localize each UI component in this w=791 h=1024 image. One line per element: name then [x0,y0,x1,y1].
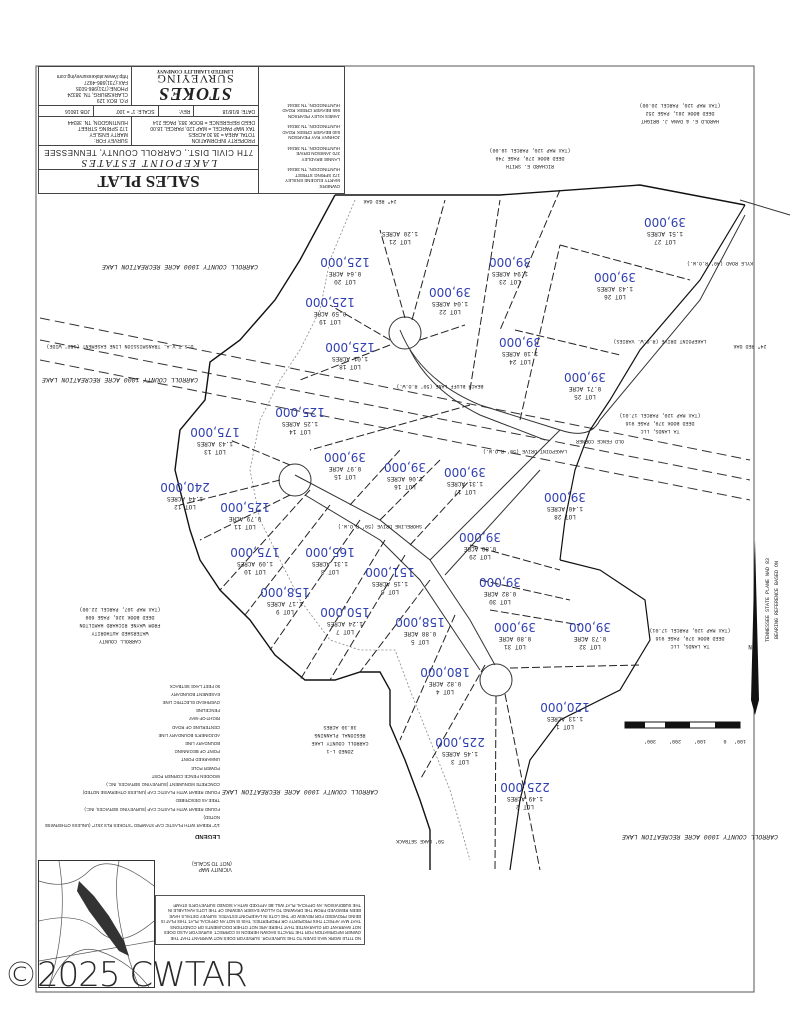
lot-acreage: 0.80 ACRE [498,635,532,642]
owner-entry [263,124,340,141]
road-label-shoreline: SHORELINE DRIVE (50' R.O.W.) [337,523,423,529]
lot-price: 125,000 [305,295,355,309]
cul-de-sac [389,317,421,349]
owner-line: HUNTINGDON, TN 38344 [287,124,340,130]
lot-price: 39,000 [489,255,531,269]
property-info-line: TAX MAP PARCEL = MAP 120, PARCEL 18.00 [150,125,255,131]
lot-acreage: 1.20 ACRES [381,230,419,237]
legend-item: POINT OF BEGINNING [174,749,220,755]
lot-label: LOT 6 [380,588,400,595]
lake-label: CARROLL COUNTY 1000 ACRE RECREATION LAKE [621,833,779,840]
owner-entry [263,167,340,189]
plat-title: SALES PLAT [39,169,258,193]
lot-price: 120,000 [540,700,590,714]
owner-line: MARTY EUGENE ENSLEY [285,178,340,184]
scale-bar [625,722,740,728]
lake-label: CARROLL COUNTY 1000 ACRE RECREATION LAKE [41,376,199,383]
lot-label: LOT 9 [275,608,295,615]
zoning-note: CARROLL COUNTY LAKE [311,740,369,746]
lot-label: LOT 13 [204,448,226,455]
adjoiner-note: DEED BOOK 279, PAGE 748 [495,155,565,161]
address-line: http://www.stokessurveying.com [56,73,128,79]
lot-price: 39,000 [384,460,426,474]
legend-item: TREE AS DESCRIBED [175,798,220,804]
legend-items [40,681,220,829]
bearing-note: BEARING REFERENCE BASED ON [774,560,780,640]
legend-item: OVERHEAD ELECTRIC LINE [162,699,220,705]
lot-price: 175,000 [190,425,240,439]
lot-label: LOT 8 [320,568,340,575]
lot-label: LOT 17 [454,488,476,495]
lot-label: LOT 18 [339,363,361,370]
lot-acreage: 1.09 ACRES [236,560,274,567]
lot-price: 39,000 [479,575,521,589]
adjoiner-note: (TAX MAP 120, PARCEL 20.00) [639,102,721,108]
scale: SCALE: 1" = 100' [94,106,159,116]
company-logo-sub: SURVEYING [156,72,234,86]
fence-note: OLD FENCE CORNER [575,438,625,444]
adjoiner-note: CARROLL COUNTY [98,638,142,644]
adjoiner-note: TA LANDS, LLC [670,643,710,649]
legend-item: CONCRETE MONUMENT (SURVEYING SERVICES, INC.) [106,781,220,787]
adjoiner-note: (TAX MAP 120, PARCEL 17.01) [619,412,701,418]
owner-line: HUNTINGDON, TN 38344 [287,146,340,151]
lot-price: 39,000 [644,215,686,229]
property-info-line: DEED REFERENCE = BOOK 383, PAGE 214 [152,119,255,125]
legend-item: RIGHT-OF-WAY [188,716,220,722]
adjoiner-note: RICHARD E. SMITH [505,163,555,169]
title-block [38,66,345,194]
watermark: ©2025 CWTAR [4,955,247,995]
lot-acreage: 0.82 ACRE [483,590,517,597]
legend-item: EASEMENT BOUNDARY [170,691,220,697]
disclaimer-notes: NO TITLE WORK WAS GIVEN TO THE SURVEYOR. SURVEYOR DOES NOT WARRANT THAT THE OWNER INFORMATION FOR THE TRACTS SHOWN HEREON IS CORRECT. SURVEYOR ALSO DOES NOT WARRANT OR GUARANTEE THAT THERE ARE NOT OTHER DOCUMENTS OR CONDITIONS THAT MAY AFFECT THIS PROPERTY OR PROPERTIES. THIS IS NOT AN OFFICIAL PLAT. THIS PLAT IS BEING PROVIDED FOR REVIEW OF THE LOTS IN LAKEPOINT ESTATES. SURVEY DETAILS HAVE BEEN REMOVED FROM THE DRAWING TO ALLOW EASIER VIEWING OF THE LOTS AVAILABLE IN THE SUBDIVISION. AN OFFICIAL PLAT WILL BE AFFIXED WITH A SIGNED SURVEYOR'S STAMP. [155,895,365,945]
legend-item: CENTERLINE OF ROAD [172,724,220,730]
adjoiner-note: (TAX MAP 120, PARCEL 17.01) [649,627,731,633]
north-arrow-icon [751,540,759,715]
owner-line: JAMES KILEY PEARSON [287,114,340,119]
zoning-note: REGIONAL PLANNING [314,732,366,738]
tva-easement-label: U.S.T.V.A. TRANSMISSION LINE EASEMENT (150' WIDE) [46,343,194,349]
company-logo-main: STOKES [158,84,232,104]
survey-for-line: SURVEY FOR: [94,137,128,143]
date: DATE: 8/18/18 [222,108,255,114]
lot-label: LOT 27 [654,238,676,245]
legend-item: 50 FEET LAKE SETBACK [169,683,220,689]
adjoiner-note: HAROLD E. & DANA J. BRIGHT [640,118,720,124]
survey-for-line: HUNTINGDON, TN. 38344 [67,119,128,125]
lot-acreage: 1.13 ACRES [546,715,584,722]
adjoiner-note: DEED BOOK 379, PAGE 916 [625,420,695,426]
owner-line: 172 SPRING STREET [294,173,340,178]
adjoiner-note: DEED BOOK 281, PAGE 252 [645,110,715,116]
lot-label: LOT 7 [335,628,355,635]
adjoiner-note: WATERSHED AUTHORITY [91,630,149,636]
company-logo-llc: LIMITED LIABILITY COMPANY [156,68,234,73]
tree-note: 24" RED OAK [733,343,767,349]
lot-price: 39,000 [564,370,606,384]
lot-label: LOT 26 [604,293,626,300]
legend-item: POWER POLE [191,765,220,771]
owner-line: LANNIE BRADLEY [301,157,340,162]
vicinity-map-label [192,860,232,872]
owner-line: JOHNNY RAY PEARSON [288,135,340,141]
lot-label: LOT 32 [579,643,601,650]
lot-acreage: 0.79 ACRE [228,515,262,522]
lot-label: LOT 24 [509,358,531,365]
survey-for-line: 172 SPRING STREET [77,125,128,131]
lot-label: LOT 20 [334,278,356,285]
zoning-note: 38.30 ACRES [323,724,357,730]
lot-acreage: 1.01 ACRES [331,355,369,362]
lot-acreage: 1.45 ACRES [441,750,479,757]
north-label: N [748,643,752,650]
job-number: JOB 18016 [39,106,94,116]
legend [40,662,220,840]
lot-acreage: 0.80 ACRE [463,545,497,552]
lot-label: LOT 1 [555,723,575,730]
cul-de-sac [279,464,311,496]
lot-label: LOT 3 [450,758,470,765]
owner-line: OWNERS: [318,184,340,189]
rev: REV: [159,106,195,116]
lot-acreage: 1.44 ACRES [166,495,204,502]
lot-acreage: 1.43 ACRES [196,440,234,447]
survey-for [39,117,132,145]
lot-label: LOT 14 [289,428,311,435]
adjoiner-note: (TAX MAP 107, PARCEL 22.00) [79,606,161,612]
owner-line: HUNTINGDON, TN 38344 [287,167,340,173]
lot-acreage: 1.17 ACRES [266,600,304,607]
lot-price: 39,000 [494,620,536,634]
company-row [39,66,258,105]
company-logo [132,66,258,105]
owner-entry [263,146,340,163]
vicinity-title: VICINITY MAP [198,866,232,872]
vicinity-subtitle: (NOT TO SCALE) [192,860,232,866]
lot-label: LOT 11 [234,523,256,530]
zoning-note: ZONED L-1 [326,748,354,754]
scale-bar-label: 0 [723,738,727,744]
cul-de-sac [480,664,512,696]
lot-label: LOT 4 [435,688,455,695]
adjoiner-note: DEED BOOK 326, PAGE 609 [85,614,155,620]
lot-price: 158,000 [395,615,445,629]
legend-item: ADJOINER'S BOUNDARY LINE [158,732,220,738]
lot-price: 240,000 [160,480,210,494]
lot-price: 180,000 [420,665,470,679]
lot-price: 39,000 [499,335,541,349]
district: 7TH CIVIL DIST., CARROLL COUNTY, TENNESSEE [39,145,258,157]
road-label-kyle: KYLE ROAD (40' R.O.W.) [686,260,754,266]
lot-acreage: 1.49 ACRES [506,795,544,802]
lot-price: 165,000 [305,545,355,559]
lake-shape [77,881,129,956]
lot-price: 39,000 [429,285,471,299]
lot-label: LOT 10 [244,568,266,575]
adjoiner-note: TA LANDS, LLC [640,428,680,434]
lot-price: 150,000 [320,605,370,619]
legend-title: LEGEND [194,833,220,839]
lot-acreage: 0.88 ACRE [403,630,437,637]
lake-label: CARROLL COUNTY 1000 ACRE RECREATION LAKE [221,788,379,795]
legend-item: 1/2" REBAR WITH PLASTIC CAP STAMPED "STOKES RLS 2517" (UNLESS OTHERWISE NOTED) [44,814,220,828]
scale-bar-label: 300' [643,738,657,744]
address-line: PHONE:(731)986-5035 [75,85,128,91]
lot-label: LOT 29 [469,553,491,560]
lot-price: 39,000 [444,465,486,479]
legend-item: UNMARKED POINT [181,757,220,763]
scale-bar-label: 100' [733,738,747,744]
property-info-line: TOTAL AREA = 38.30 ACRES [188,131,255,137]
lot-price: 39,000 [459,530,501,544]
owner-line: HUNTINGDON, TN 38344 [287,103,340,108]
lot-label: LOT 28 [554,513,576,520]
lot-acreage: 1.31 ACRES [311,560,349,567]
lot-price: 125,000 [275,405,325,419]
lot-label: LOT 21 [389,238,411,245]
lot-acreage: 1.15 ACRES [371,580,409,587]
bearing-note: TENNESSEE STATE PLANE NAD 83 [765,557,771,643]
lot-acreage: 1.10 ACRES [501,350,539,357]
owner-line: 565 BEAVER CREEK ROAD [282,108,340,114]
adjoiner-note: FROM WAYNE RICHARD HAMILTON [79,622,161,628]
owner-line: 370 JAMISON DRIVE [296,151,340,157]
legend-item: FOUND REBAR WITH PLASTIC CAP (SURVEYING SERVICES, INC.) [84,806,220,812]
lot-acreage: 0.59 ACRE [313,310,347,317]
lot-price: 151,000 [365,565,415,579]
property-info [132,117,258,145]
lot-price: 225,000 [500,780,550,794]
lot-acreage: 0.82 ACRE [428,680,462,687]
legend-item: FENCELINE [195,708,220,714]
lot-price: 39,000 [324,450,366,464]
legend-item: BOUNDARY LINE [185,740,220,746]
lot-acreage: 1.24 ACRES [326,620,364,627]
lot-price: 125,000 [320,255,370,269]
owner-entry [263,103,340,120]
meta-row [39,105,258,116]
survey-for-line: MARTY ENSLEY [89,131,128,137]
scale-bar-label: 200' [668,738,682,744]
lot-label: LOT 15 [334,473,356,480]
lot-label: LOT 16 [394,483,416,490]
lot-acreage: 0.97 ACRE [328,465,362,472]
property-info-line: PROPERTY INFORMATION [191,137,255,143]
legend-item: WOODEN FENCE CORNER POST [151,773,220,779]
lot-acreage: 1.06 ACRES [386,475,424,482]
lot-acreage: 1.25 ACRES [281,420,319,427]
lot-acreage: 0.71 ACRE [568,385,602,392]
scale-bar-label: 100' [693,738,707,744]
legend-item: FOUND REBAR WITH PLASTIC CAP (UNLESS OTHERWISE NOTED) [82,790,220,796]
lot-acreage: 0.73 ACRE [573,635,607,642]
lot-price: 39,000 [594,270,636,284]
address-line: CLARKSBURG, TN. 38324 [67,91,128,97]
lot-acreage: 1.51 ACRES [646,230,684,237]
info-row [39,116,258,145]
title-main [39,67,258,193]
road-label-beach-bluff: BEACH BLUFF LANE (50' R.O.W.) [396,383,484,389]
lot-price: 125,000 [220,500,270,514]
lot-price: 175,000 [230,545,280,559]
adjoiner-note: DEED BOOK 379, PAGE 916 [655,635,725,641]
lot-acreage: 1.31 ACRES [446,480,484,487]
lot-label: LOT 2 [515,803,535,810]
lot-label: LOT 12 [174,503,196,510]
lot-acreage: 1.43 ACRES [596,285,634,292]
lot-price: 39,000 [569,620,611,634]
project-name: LAKEPOINT ESTATES [79,157,218,169]
lot-price: 39,000 [544,490,586,504]
adjoiner-note: (TAX MAP 120, PARCEL 19.00) [489,147,571,153]
owners-list [258,67,344,193]
road-label-lakepoint: LAKEPOINT DRIVE (R.O.W. VARIES) [613,338,707,344]
setback-note: 50' LAKE SETBACK [395,838,445,844]
tree-note: 24" RED OAK [363,198,397,204]
address-line: FAX:(731)986-4927 [84,79,128,85]
lot-label: LOT 25 [574,393,596,400]
lot-label: LOT 30 [489,598,511,605]
lot-price: 158,000 [260,585,310,599]
lot-acreage: 0.64 ACRE [328,270,362,277]
lot-label: LOT 31 [504,643,526,650]
lot-label: LOT 23 [499,278,521,285]
lot-price: 125,000 [325,340,375,354]
company-address [39,66,132,105]
lot-acreage: 1.94 ACRES [491,270,529,277]
lot-price: 225,000 [435,735,485,749]
lot-acreage: 1.40 ACRES [546,505,584,512]
lot-acreage: 1.04 ACRES [431,300,469,307]
lake-label: CARROLL COUNTY 1000 ACRE RECREATION LAKE [101,263,259,270]
lot-label: LOT 22 [439,308,461,315]
owner-line: 540 BEAVER CREEK ROAD [282,130,340,135]
lot-label: LOT 5 [410,638,430,645]
road-label-lakepoint-short: LAKEPOINT DRIVE (50' R.O.W.) [482,448,568,454]
lot-label: LOT 19 [319,318,341,325]
address-line: P.O. BOX 129 [96,97,128,103]
